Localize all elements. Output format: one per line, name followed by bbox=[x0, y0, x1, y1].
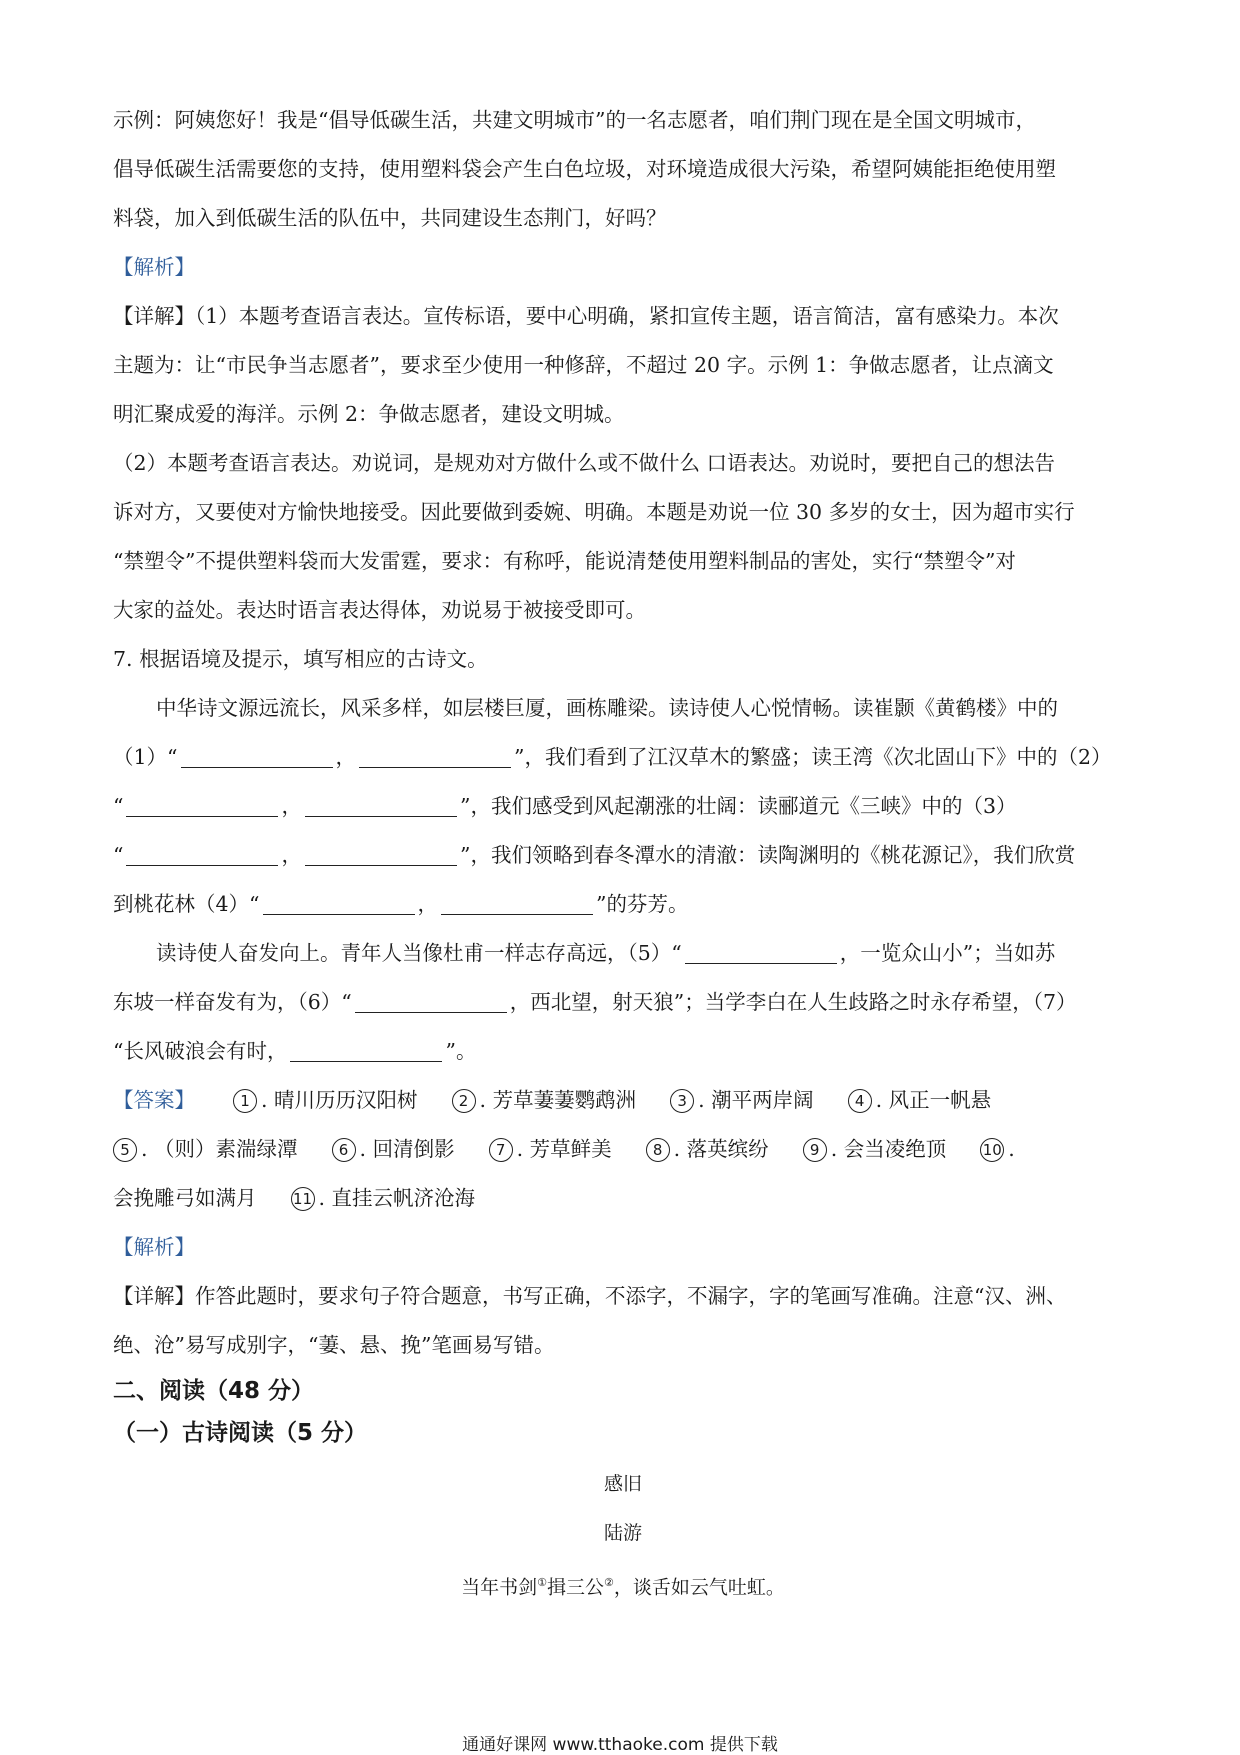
page-footer: 通通好课网 www.tthaoke.com 提供下载 bbox=[462, 1735, 778, 1755]
answer-item: 2 . 芳草萋萋鹦鹉洲 bbox=[452, 1076, 637, 1125]
fill-blank[interactable] bbox=[181, 747, 333, 768]
q7-para2-line3: “长风破浪会有时， ”。 bbox=[113, 1039, 477, 1063]
detail-tag: 【详解】 bbox=[113, 304, 195, 328]
detail-line-6: “禁塑令”不提供塑料袋而大发雷霆，要求：有称呼，能说清楚使用塑料制品的害处，实行“禁塑令”对 bbox=[113, 549, 1016, 573]
fill-blank[interactable] bbox=[290, 1041, 442, 1062]
example-line-1: 示例：阿姨您好！我是“倡导低碳生活，共建文明城市”的一名志愿者，咱们荆门现在是全国文明城市， bbox=[113, 108, 1036, 132]
answer-item: 6 . 回清倒影 bbox=[332, 1125, 455, 1174]
answer-row-3 bbox=[113, 1174, 1133, 1223]
analysis-label: 【解析】 bbox=[113, 255, 195, 279]
answer-item: 10 . bbox=[980, 1125, 1015, 1174]
q7-para1-line3: “ ， ”，我们感受到风起潮涨的壮阔：读郦道元《三峡》中的（3） bbox=[113, 794, 1017, 818]
detail-line-3: 明汇聚成爱的海洋。示例 2：争做志愿者，建设文明城。 bbox=[113, 402, 625, 426]
detail-line-5: 诉对方，又要使对方愉快地接受。因此要做到委婉、明确。本题是劝说一位 30 多岁的女士，因为超市实行 bbox=[113, 500, 1075, 524]
q7-para2-line1: 读诗使人奋发向上。青年人当像杜甫一样志存高远，（5）“ ，一览众山小”；当如苏 bbox=[156, 941, 1056, 965]
poem-line-1: 当年书剑①揖三公②，谈舌如云气吐虹。 bbox=[461, 1576, 785, 1599]
section-2-title: 二、阅读（48 分） bbox=[113, 1378, 315, 1404]
answer-item: 3 . 潮平两岸阔 bbox=[670, 1076, 814, 1125]
analysis-label-2: 【解析】 bbox=[113, 1235, 195, 1259]
fill-blank[interactable] bbox=[126, 796, 278, 817]
answer-item: 9 . 会当凌绝顶 bbox=[803, 1125, 947, 1174]
fill-blank[interactable] bbox=[305, 796, 457, 817]
section-2-subtitle: （一）古诗阅读（5 分） bbox=[113, 1420, 368, 1446]
answer-item: 1 . 晴川历历汉阳树 bbox=[233, 1076, 418, 1125]
answer-row-2 bbox=[113, 1125, 1133, 1174]
answer-item: 4 . 风正一帆悬 bbox=[848, 1076, 992, 1125]
fill-blank[interactable] bbox=[441, 894, 593, 915]
fill-blank[interactable] bbox=[126, 845, 278, 866]
answer-item: 8 . 落英缤纷 bbox=[646, 1125, 769, 1174]
answer-label: 【答案】 bbox=[113, 1088, 195, 1112]
q7-para2-line2: 东坡一样奋发有为，（6）“ ，西北望，射天狼”；当学李白在人生歧路之时永存希望，（7） bbox=[113, 990, 1077, 1014]
q7-para1-line2: （1）“ ， ”，我们看到了江汉草木的繁盛；读王湾《次北固山下》中的（2） bbox=[113, 745, 1112, 769]
answer-item: 会挽雕弓如满月 bbox=[113, 1186, 257, 1210]
fill-blank[interactable] bbox=[685, 943, 837, 964]
fill-blank[interactable] bbox=[305, 845, 457, 866]
example-line-2: 倡导低碳生活需要您的支持，使用塑料袋会产生白色垃圾，对环境造成很大污染，希望阿姨能拒绝使用塑 bbox=[113, 157, 1056, 181]
fill-blank[interactable] bbox=[359, 747, 511, 768]
answer-item: 7 . 芳草鲜美 bbox=[489, 1125, 612, 1174]
fill-blank[interactable] bbox=[263, 894, 415, 915]
poem-author: 陆游 bbox=[603, 1522, 642, 1544]
answer-row-1 bbox=[113, 1076, 1133, 1125]
q7-para1-line1: 中华诗文源远流长，风采多样，如层楼巨厦，画栋雕梁。读诗使人心悦情畅。读崔颢《黄鹤楼》中的 bbox=[156, 696, 1058, 720]
detail-line-4: （2）本题考查语言表达。劝说词，是规劝对方做什么或不做什么 口语表达。劝说时，要把自己的想法告 bbox=[113, 451, 1056, 475]
detail-line-2: 主题为：让“市民争当志愿者”，要求至少使用一种修辞，不超过 20 字。示例 1：争做志愿者，让点滴文 bbox=[113, 353, 1054, 377]
detail-line-7: 大家的益处。表达时语言表达得体，劝说易于被接受即可。 bbox=[113, 598, 646, 622]
q7-para1-line4: “ ， ”，我们领略到春冬潭水的清澈：读陶渊明的《桃花源记》，我们欣赏 bbox=[113, 843, 1076, 867]
fill-blank[interactable] bbox=[355, 992, 507, 1013]
example-line-3: 料袋，加入到低碳生活的队伍中，共同建设生态荆门，好吗？ bbox=[113, 206, 667, 230]
q7-para1-line5: 到桃花林（4）“ ， ”的芬芳。 bbox=[113, 892, 689, 916]
detail2-line-1: 【详解】作答此题时，要求句子符合题意，书写正确，不添字，不漏字，字的笔画写准确。注意“汉、洲、 bbox=[113, 1284, 1067, 1308]
answer-item: 5 . （则）素湍绿潭 bbox=[113, 1125, 298, 1174]
question-7-title: 7. 根据语境及提示，填写相应的古诗文。 bbox=[113, 647, 488, 671]
document-page bbox=[113, 96, 1133, 1612]
poem-title: 感旧 bbox=[603, 1473, 642, 1495]
answer-item: 11 . 直挂云帆济沧海 bbox=[291, 1174, 476, 1223]
detail-line-1: 【详解】（1）本题考查语言表达。宣传标语，要中心明确，紧扣宣传主题，语言简洁，富有感染力。本次 bbox=[113, 304, 1059, 328]
detail2-line-2: 绝、沧”易写成别字，“萋、悬、挽”笔画易写错。 bbox=[113, 1333, 555, 1357]
